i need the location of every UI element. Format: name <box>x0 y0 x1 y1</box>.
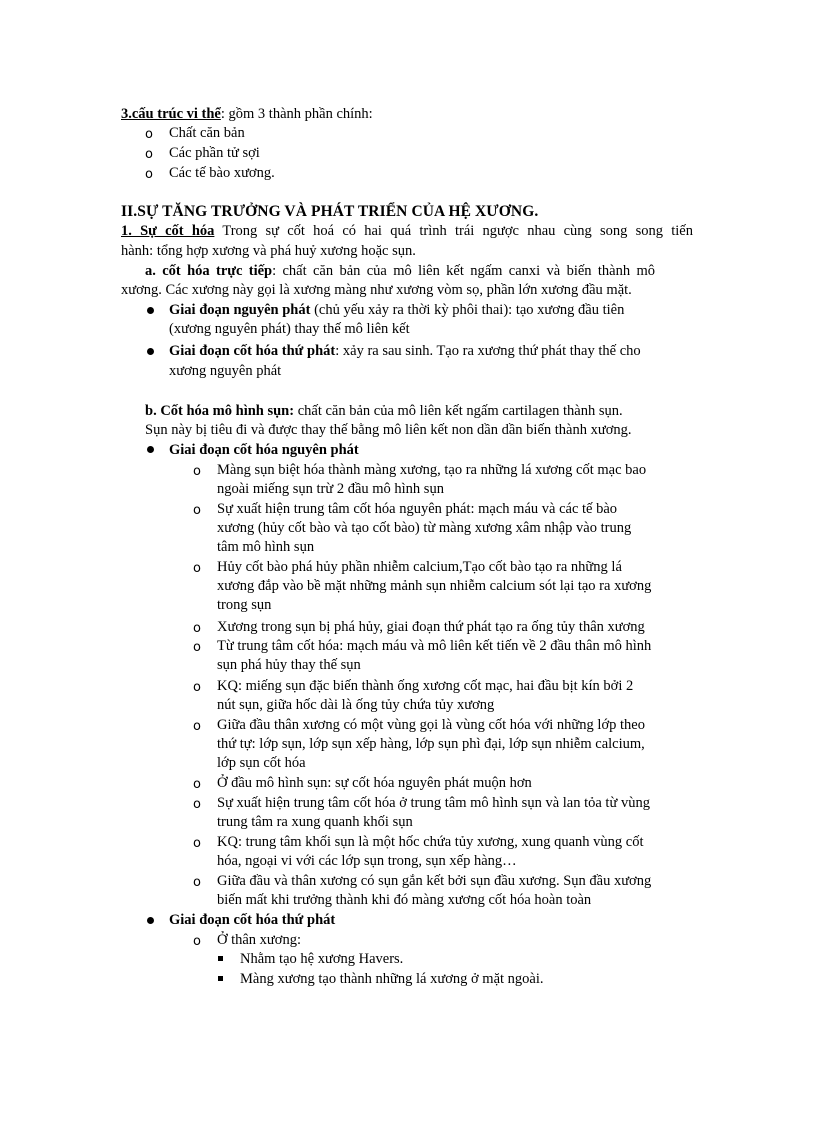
bullet-line: xương nguyên phát <box>169 363 282 379</box>
paragraph-line: Sụn này bị tiêu đi và được thay thế bằng mô liên kết non dần dần biến thành xương. <box>145 422 632 438</box>
list-item: Các phần tử sợi <box>169 145 260 161</box>
list-item: hóa, ngoại vi với các lớp sụn trong, sụn xếp hàng… <box>217 853 517 869</box>
list-item: Giữa đầu và thân xương có sụn gắn kết bởi sụn đầu xương. Sụn đầu xương <box>217 873 652 889</box>
primary-ossification-heading: Giai đoạn cốt hóa nguyên phát <box>169 442 359 458</box>
hollow-bullet-icon: o <box>193 503 201 518</box>
bullet-text: : xảy ra sau sinh. Tạo ra xương thứ phát thay thế cho <box>335 343 641 359</box>
hollow-bullet-icon: o <box>193 719 201 734</box>
paragraph-line: hành: tổng hợp xương và phá huỷ xương hoặc sụn. <box>121 243 416 259</box>
list-item: Xương trong sụn bị phá hủy, giai đoạn thứ phát tạo ra ống tủy thân xương <box>217 619 645 635</box>
paragraph-line <box>145 262 655 281</box>
subsection-label: 1. Sự cốt hóa <box>121 223 215 239</box>
list-item: sụn phá hủy thay thế sụn <box>217 657 361 673</box>
list-item: Hủy cốt bào phá hủy phần nhiễm calcium,Tạo cốt bào tạo ra những lá <box>217 559 622 575</box>
hollow-bullet-icon: o <box>145 147 153 162</box>
list-item: Màng sụn biệt hóa thành màng xương, tạo ra những lá xương cốt mạc bao <box>217 462 647 478</box>
section-heading: II.SỰ TĂNG TRƯỞNG VÀ PHÁT TRIỂN CỦA HỆ XƯƠNG. <box>121 203 539 220</box>
bullet-line: (xương nguyên phát) thay thế mô liên kết <box>169 321 410 337</box>
list-item: Sự xuất hiện trung tâm cốt hóa ở trung tâm mô hình sụn và lan tỏa từ vùng <box>217 795 650 811</box>
bullet-text: (chủ yếu xảy ra thời kỳ phôi thai): tạo xương đầu tiên <box>310 302 625 318</box>
list-item: Chất căn bản <box>169 125 245 141</box>
hollow-bullet-icon: o <box>145 167 153 182</box>
list-item: Ở thân xương: <box>217 932 301 948</box>
hollow-bullet-icon: o <box>193 777 201 792</box>
paragraph-text: chất căn bản của mô liên kết ngấm cartilagen thành sụn. <box>294 403 623 419</box>
bullet-bold-label: Giai đoạn cốt hóa thứ phát <box>169 343 336 359</box>
filled-bullet-icon <box>147 446 154 453</box>
list-item: Màng xương tạo thành những lá xương ở mặt ngoài. <box>240 971 544 987</box>
paragraph-line <box>145 402 623 421</box>
list-item: trung tâm ra xung quanh khối sụn <box>217 814 413 830</box>
bullet-line <box>169 301 624 320</box>
section3-intro: : gồm 3 thành phần chính: <box>220 106 373 122</box>
list-item: Từ trung tâm cốt hóa: mạch máu và mô liên kết tiến về 2 đầu thân mô hình <box>217 638 652 654</box>
subsection-a-label: a. cốt hóa trực tiếp <box>145 263 273 279</box>
bullet-bold-label: Giai đoạn nguyên phát <box>169 302 311 318</box>
list-item: Nhằm tạo hệ xương Havers. <box>240 951 404 967</box>
section3-title: 3.cấu trúc vi thể <box>121 106 221 122</box>
hollow-bullet-icon: o <box>193 464 201 479</box>
hollow-bullet-icon: o <box>193 561 201 576</box>
list-item: biến mất khi trưởng thành khi đó màng xương cốt hóa hoàn toàn <box>217 892 592 908</box>
list-item: KQ: miếng sụn đặc biến thành ống xương cốt mạc, hai đầu bịt kín bởi 2 <box>217 678 634 694</box>
paragraph-line: xương. Các xương này gọi là xương màng như xương vòm sọ, phần lớn xương đầu mặt. <box>121 282 632 298</box>
filled-bullet-icon <box>147 307 154 314</box>
list-item: Giữa đầu thân xương có một vùng gọi là vùng cốt hóa với những lớp theo <box>217 717 645 733</box>
list-item: Các tế bào xương. <box>169 165 275 181</box>
hollow-bullet-icon: o <box>145 127 153 142</box>
list-item: xương (hủy cốt bào và tạo cốt bào) từ màng xương xâm nhập vào trung <box>217 520 632 536</box>
list-item: trong sụn <box>217 597 272 613</box>
list-item: Sự xuất hiện trung tâm cốt hóa nguyên phát: mạch máu và các tế bào <box>217 501 618 517</box>
hollow-bullet-icon: o <box>193 797 201 812</box>
list-item: KQ: trung tâm khối sụn là một hốc chứa tủy xương, xung quanh vùng cốt <box>217 834 644 850</box>
list-item: Ở đầu mô hình sụn: sự cốt hóa nguyên phát muộn hơn <box>217 775 532 791</box>
hollow-bullet-icon: o <box>193 934 201 949</box>
list-item: tâm mô hình sụn <box>217 539 315 555</box>
square-bullet-icon <box>218 976 223 981</box>
list-item: ngoài miếng sụn trừ 2 đầu mô hình sụn <box>217 481 444 497</box>
list-item: lớp sụn cốt hóa <box>217 755 306 771</box>
list-item: nút sụn, giữa hốc dài là ống tủy chứa tủy xương <box>217 697 495 713</box>
filled-bullet-icon <box>147 348 154 355</box>
paragraph-line <box>121 222 693 241</box>
hollow-bullet-icon: o <box>193 680 201 695</box>
subsection-b-label: b. Cốt hóa mô hình sụn: <box>145 403 295 419</box>
section3-intro-line <box>121 105 373 124</box>
paragraph-text: Trong sự cốt hoá có hai quá trình trái ngược nhau cùng song song tiến <box>214 223 693 239</box>
filled-bullet-icon <box>147 917 154 924</box>
hollow-bullet-icon: o <box>193 836 201 851</box>
hollow-bullet-icon: o <box>193 875 201 890</box>
list-item: xương đắp vào bề mặt những mảnh sụn nhiễm calcium sót lại tạo ra xương <box>217 578 652 594</box>
bullet-line <box>169 342 641 361</box>
paragraph-text: : chất căn bản của mô liên kết ngấm canxi và biến thành mô <box>272 263 655 279</box>
list-item: thứ tự: lớp sụn, lớp sụn xếp hàng, lớp sụn phì đại, lớp sụn nhiễm calcium, <box>217 736 645 752</box>
hollow-bullet-icon: o <box>193 640 201 655</box>
secondary-ossification-heading: Giai đoạn cốt hóa thứ phát <box>169 912 336 928</box>
hollow-bullet-icon: o <box>193 621 201 636</box>
square-bullet-icon <box>218 956 223 961</box>
